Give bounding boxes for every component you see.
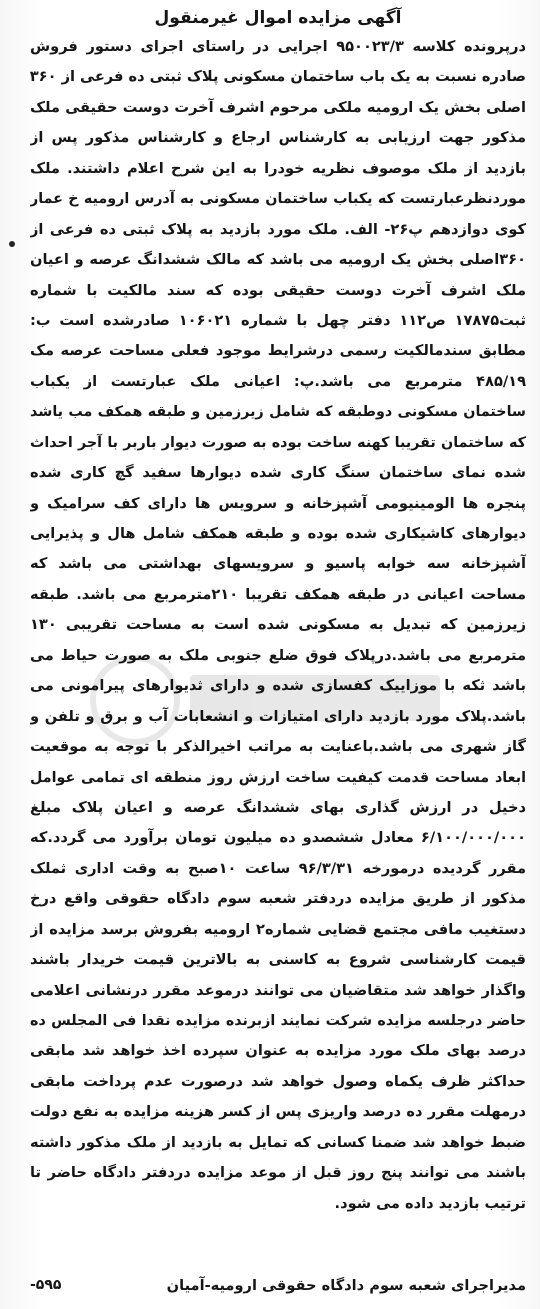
notice-body-line: اصلی بخش یک ارومیه ملکی مرحوم اشرف آخرت دوست حقیقی ملک bbox=[30, 98, 526, 116]
notice-body-line: مترمربع می باشد.درپلاک فوق ضلع جنوبی ملک به صورت حیاط می bbox=[30, 646, 526, 664]
notice-body-line: پنجره ها الومینیومی آشپزخانه و سرویس ها دارای کف سرامیک و bbox=[30, 494, 526, 512]
notice-body-line: ساختمان مسکونی دوطبقه که شامل زیرزمین و طبقه همکف مب یاشد bbox=[30, 404, 526, 421]
notice-body-line: صادره نسبت به یک باب ساختمان مسکونی پلاک ثبتی ده فرعی از ۳۶۰ bbox=[30, 68, 526, 86]
notice-body-line: ثبت۱۷۸۷۵ ص۱۱۲ دفتر چهل با شماره ۱۰۶۰۲۱ صادرشده است ب: bbox=[30, 311, 526, 329]
notice-body-line: حداکثر ظرف یکماه وصول خواهد شد درصورت عدم پرداخت مابقی bbox=[30, 1072, 526, 1090]
notice-body-line: ۳۶۰اصلی بخش یک ارومیه می باشد که مالک ششدانگ عرصه و اعیان bbox=[30, 251, 526, 269]
notice-body-line: باشد ثکه با موزاییک کفسازی شده و دارای ثدیوارهای پیرامونی می bbox=[30, 677, 526, 695]
column-bullet-mark bbox=[9, 241, 15, 247]
notice-body-line: کوی دوازدهم پ۲۶- الف. ملک مورد بازدید به پلاک ثبتی ده فرعی از bbox=[30, 220, 526, 238]
notice-body-line: ۶/۱۰۰/۰۰۰/۰۰۰ معادل ششصدو ده میلیون تومان برآورد می گردد.که bbox=[30, 829, 526, 847]
notice-body-line: شده نمای ساختمان سنگ کاری شده دیوارها سفید گچ کاری شده bbox=[30, 464, 526, 482]
notice-body-line: واگذار خواهد شد متقاضیان می توانند درموعد مقرر درنشانی اعلامی bbox=[30, 981, 526, 999]
notice-body-line: درصد بهای ملک مورد مزایده به عنوان سپرده اخذ خواهد شد مابقی bbox=[30, 1042, 526, 1060]
notice-body-line: قیمت کارشناسی شروع به کاسنی به بالاترین قیمت خریدار باشند bbox=[30, 951, 526, 969]
notice-body-line: باشند می توانند پنج روز قبل از موعد مزایده دردفتر دادگاه حاضر تا bbox=[30, 1164, 526, 1182]
notice-body-line: زیرزمین که تبدیل به مسکونی شده است به مساحت تقریبی ۱۳۰ bbox=[30, 616, 526, 634]
notice-body-line: مذکور جهت ارزیابی به کارشناس ارجاع و کارشناس مذکور پس از bbox=[30, 129, 526, 147]
notice-body-line: مساحت اعیانی در طبقه همکف تقریبا ۲۱۰مترمربع می باشد. طبقه bbox=[30, 585, 526, 603]
notice-body-line: باشد.پلاک مورد بازدید دارای امتیازات و انشعابات آب و برق و تلفن و bbox=[30, 707, 526, 725]
notice-body-line: مقرر گردیده درمورخه ۹۶/۳/۳۱ ساعت ۱۰صبح به وقت اداری ثملک bbox=[30, 859, 526, 877]
notice-body-line: گاز شهری می باشد.باعنایت به مراتب اخیرالذکر با توجه به موقعیت bbox=[30, 738, 526, 756]
notice-body-line: حاضر درجلسه مزایده شرکت نمایند ازبرنده مزایده نقدا فی المجلس ده bbox=[30, 1013, 526, 1029]
notice-body-line: که ساختمان تقریبا کهنه ساخت بوده به صورت دیوار باربر با آجر احداث bbox=[30, 434, 526, 451]
notice-body-line: مذکور از طریق مزایده دردفتر شعبه سوم دادگاه حقوقی واقع درخ bbox=[30, 890, 526, 908]
notice-body-line: مطابق سندمالکیت رسمی درشرایط موجود فعلی مساحت عرصه مک bbox=[30, 342, 526, 360]
notice-footer bbox=[30, 1270, 526, 1300]
notice-body-line: درمهلت مقرر ده درصد واریزی پس از کسر هزینه مزایده به نفع دولت bbox=[30, 1103, 526, 1121]
notice-body-line: آشپزخانه سه خوابه پاسیو و سرویسهای بهداشتی می باشد که bbox=[30, 555, 526, 573]
notice-body-line: ضبط خواهد شد ضمنا کسانی که تمایل به بازدید از ملک مذکور داشته bbox=[30, 1133, 526, 1151]
notice-signature: مدیراجرای شعبه سوم دادگاه حقوقی ارومیه-آمیان bbox=[166, 1276, 526, 1294]
notice-body-line: ترتیب بازدید داده می شود. bbox=[334, 1194, 526, 1212]
notice-body-line: دیوارهای کاشیکاری شده بوده و طبقه همکف شامل هال و پذیرایی bbox=[30, 525, 526, 542]
notice-body-line: درپرونده کلاسه ۹۵۰۰۲۳/۳ اجرایی در راستای اجرای دستور فروش bbox=[30, 38, 526, 55]
notice-body-line: دستغیب مافی مجتمع قضایی شماره۲ ارومیه بفروش برسد مزایده از bbox=[30, 920, 526, 938]
notice-body-line: دخیل در ارزش گذاری بهای ششدانگ عرصه و اعیان پلاک مبلغ bbox=[30, 798, 526, 816]
notice-body-line: بازدید از ملک موصوف نظریه خودرا به این شرح اعلام داشتند. ملک bbox=[30, 159, 526, 177]
notice-body-line: ۴۸۵/۱۹ مترمربع می باشد.پ: اعیانی ملک عبارتست از یکباب bbox=[30, 372, 526, 390]
notice-body-line: ابعاد مساحت قدمت کیفیت ساخت ارزش روز منطقه ای تمامی عوامل bbox=[30, 769, 526, 786]
notice-title: آگهی مزایده اموال غیرمنقول bbox=[154, 8, 402, 28]
notice-code: -۵۹۵ bbox=[30, 1277, 62, 1293]
notice-body-line: ملک اشرف آخرت دوست حقیقی بوده که سند مالکیت با شماره bbox=[30, 281, 526, 299]
notice-body bbox=[30, 32, 526, 1219]
notice-body-line: موردنظرعبارتست که یکباب ساختمان مسکونی به آدرس ارومیه خ عمار bbox=[30, 191, 526, 208]
